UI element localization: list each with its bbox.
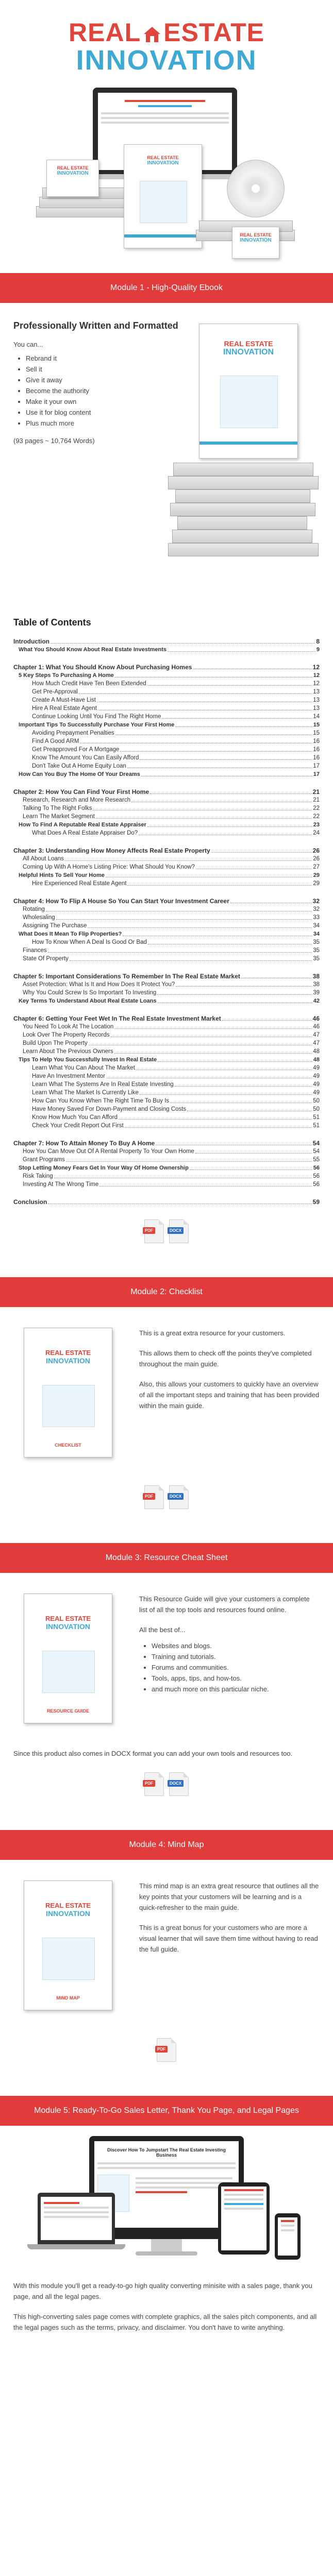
module1-subtitle: Professionally Written and Formatted <box>13 320 178 331</box>
module4-section <box>0 1860 333 2075</box>
toc-entry-page: 48 <box>313 1057 320 1063</box>
toc-entry <box>13 754 320 762</box>
toc-entry-page: 29 <box>313 872 320 878</box>
toc-entry-page: 56 <box>313 1165 320 1171</box>
ebook-cover: REAL ESTATE INNOVATION <box>124 144 202 248</box>
toc-entry <box>13 938 320 946</box>
toc-entry <box>13 1180 320 1189</box>
toc-entry-title: Don't Take Out A Home Equity Loan <box>32 763 126 769</box>
toc-entry <box>13 930 320 938</box>
toc-entry <box>13 905 320 913</box>
small-book: REAL ESTATE INNOVATION <box>46 160 99 197</box>
pdf-file-icon: PDF <box>157 2038 176 2062</box>
toc-list <box>13 637 320 1206</box>
toc-entry <box>13 671 320 680</box>
list-item: • Sell it <box>26 364 320 375</box>
toc-entry-title: Conclusion <box>13 1198 47 1206</box>
list-item: • Make it your own <box>26 396 320 407</box>
toc-entry <box>13 1056 320 1064</box>
toc-entry-title: Tips To Help You Successfully Invest In Real Estate <box>19 1057 157 1063</box>
tablet-mockup <box>218 2182 270 2255</box>
toc-entry-page: 17 <box>313 763 320 769</box>
devices-mockup <box>22 2136 311 2270</box>
toc-entry-title: How To Find A Reputable Real Estate Appraiser <box>19 822 146 828</box>
toc-entry <box>13 745 320 754</box>
toc-entry-page: 42 <box>313 998 320 1004</box>
toc-entry-title: Chapter 4: How To Flip A House So You Can Start Your Investment Career <box>13 897 229 905</box>
toc-entry-page: 34 <box>313 931 320 937</box>
module2-section <box>0 1307 333 1522</box>
toc-entry-title: Build Upon The Property <box>23 1040 88 1046</box>
list-item: • Tools, apps, tips, and how-tos. <box>152 1673 320 1684</box>
toc-entry-title: Hire Experienced Real Estate Agent <box>32 880 127 887</box>
module3-text: This Resource Guide will give your customers a complete list of all the top tools and resources found online. All the best of... • Websites and blogs. • Training and tutorials. • Forums and communities. • Tools, apps, tips, and how-tos. • and much more on this particular niche. <box>139 1594 320 1694</box>
hero <box>0 0 333 273</box>
docx-file-icon: DOCX <box>169 1219 189 1243</box>
resource-guide-cover: REAL ESTATE INNOVATION RESOURCE GUIDE <box>13 1594 122 1738</box>
toc-entry <box>13 721 320 729</box>
toc-entry <box>13 812 320 821</box>
module4-text: This mind map is an extra great resource that outlines all the key points that your customers will be learning and is a quick-refresher to the main guide. This is a great bonus for your customers who are more a visual learner that will save them time without having to read the full guide. <box>139 1882 319 1953</box>
module3-section <box>0 1573 333 1809</box>
toc-entry-page: 56 <box>313 1181 320 1188</box>
toc-entry-title: Asset Protection: What Is It and How Does It Protect You? <box>23 981 175 988</box>
toc-entry-title: Chapter 1: What You Should Know About Purchasing Homes <box>13 664 192 671</box>
toc-entry-title: Learn The Market Segment <box>23 814 95 820</box>
toc-entry-page: 26 <box>312 847 320 854</box>
toc-entry-title: Important Tips To Successfully Purchase Your First Home <box>19 722 175 728</box>
table-of-contents <box>0 617 333 1257</box>
toc-entry <box>13 821 320 829</box>
toc-entry-title: Know The Amount You Can Easily Afford <box>32 755 139 761</box>
toc-entry-title: Helpful Hints To Sell Your Home <box>19 872 105 878</box>
toc-entry-page: 55 <box>313 1157 320 1163</box>
toc-entry-page: 13 <box>313 697 320 703</box>
toc-entry-page: 38 <box>312 973 320 980</box>
toc-entry-title: Introduction <box>13 638 49 645</box>
module5-p2: This high-converting sales page comes with complete graphics, all the sales pitch components, and all the legal pages such as the terms, privacy, and disclaimer. You don't have to write anything. <box>13 2313 317 2331</box>
toc-entry-title: Research, Research and More Research <box>23 797 131 803</box>
pdf-file-icon: PDF <box>144 1219 164 1243</box>
toc-entry-page: 21 <box>313 797 320 803</box>
file-formats <box>13 1219 320 1243</box>
toc-entry-title: Key Terms To Understand About Real Estate Loans <box>19 998 157 1004</box>
toc-entry-page: 34 <box>313 923 320 929</box>
phone-mockup <box>275 2213 301 2260</box>
toc-entry-page: 24 <box>313 830 320 836</box>
toc-entry-title: State Of Property <box>23 956 69 962</box>
toc-entry <box>13 704 320 713</box>
toc-entry-page: 46 <box>312 1015 320 1022</box>
toc-entry-title: Look Over The Property Records <box>23 1032 110 1038</box>
toc-entry-page: 35 <box>313 939 320 945</box>
toc-entry <box>13 989 320 997</box>
toc-entry-title: Have An Investment Mentor <box>32 1073 105 1079</box>
small-book: REAL ESTATE INNOVATION <box>232 227 279 259</box>
toc-entry-page: 46 <box>313 1024 320 1030</box>
toc-entry-title: Learn What The Systems Are In Real Estate Investing <box>32 1081 174 1088</box>
toc-entry-title: Stop Letting Money Fears Get In Your Way Of Home Ownership <box>19 1165 189 1171</box>
toc-entry <box>13 1072 320 1080</box>
toc-entry <box>13 788 320 796</box>
file-formats <box>13 1485 320 1509</box>
toc-entry-page: 13 <box>313 689 320 695</box>
toc-entry-title: All About Loans <box>23 856 64 862</box>
toc-entry-title: Chapter 5: Important Considerations To Remember In The Real Estate Market <box>13 973 240 980</box>
toc-entry-page: 49 <box>313 1090 320 1096</box>
list-item: • Websites and blogs. <box>152 1640 320 1651</box>
toc-entry-page: 22 <box>313 805 320 811</box>
toc-entry <box>13 897 320 905</box>
toc-entry-page: 12 <box>313 681 320 687</box>
toc-entry-page: 15 <box>313 722 320 728</box>
toc-entry-title: Know How Much You Can Afford <box>32 1114 118 1121</box>
module5-banner: Module 5: Ready-To-Go Sales Letter, Thank You Page, and Legal Pages <box>0 2096 333 2126</box>
list-item: • Use it for blog content <box>26 407 320 418</box>
brand-logo <box>0 18 333 76</box>
toc-entry-page: 13 <box>313 705 320 711</box>
toc-entry <box>13 1047 320 1056</box>
toc-entry <box>13 796 320 804</box>
list-item: • Training and tutorials. <box>152 1651 320 1662</box>
toc-entry <box>13 855 320 863</box>
toc-entry <box>13 713 320 721</box>
toc-entry <box>13 762 320 770</box>
toc-entry-page: 49 <box>313 1073 320 1079</box>
toc-entry-title: Learn What You Can About The Market <box>32 1065 135 1071</box>
toc-entry-title: 5 Key Steps To Purchasing A Home <box>19 672 114 679</box>
toc-title: Table of Contents <box>13 617 91 628</box>
screen-heading: Discover How To Jumpstart The Real Estate Investing Business <box>107 2147 226 2158</box>
toc-entry-page: 32 <box>313 906 320 912</box>
toc-entry <box>13 1156 320 1164</box>
toc-entry-page: 35 <box>313 947 320 954</box>
toc-entry-page: 14 <box>313 714 320 720</box>
toc-entry-title: Coming Up With A Home's Listing Price: What Should You Know? <box>23 864 195 870</box>
module2-banner: Module 2: Checklist <box>0 1277 333 1307</box>
toc-entry-page: 9 <box>316 647 320 653</box>
product-bundle-image <box>36 82 294 268</box>
module3-banner: Module 3: Resource Cheat Sheet <box>0 1543 333 1573</box>
toc-entry-page: 29 <box>313 880 320 887</box>
toc-entry-title: What Does It Mean To Flip Properties? <box>19 931 122 937</box>
toc-entry <box>13 688 320 696</box>
toc-entry-page: 35 <box>313 956 320 962</box>
docx-file-icon: DOCX <box>169 1772 189 1796</box>
file-formats <box>13 1772 320 1796</box>
toc-entry-title: What Does A Real Estate Appraiser Do? <box>32 830 138 836</box>
toc-entry-page: 49 <box>313 1081 320 1088</box>
toc-entry-title: Avoiding Prepayment Penalties <box>32 730 114 736</box>
toc-entry-page: 15 <box>313 730 320 736</box>
toc-entry-title: Learn What The Market Is Currently Like <box>32 1090 139 1096</box>
toc-entry-page: 27 <box>313 864 320 870</box>
toc-entry <box>13 1031 320 1039</box>
toc-entry <box>13 1014 320 1023</box>
module1-banner: Module 1 - High-Quality Ebook <box>0 273 333 303</box>
list-item: • Forums and communities. <box>152 1662 320 1673</box>
toc-entry-title: How You Can Move Out Of A Rental Property To Your Own Home <box>23 1148 194 1155</box>
toc-entry-page: 51 <box>313 1114 320 1121</box>
toc-entry <box>13 879 320 888</box>
toc-entry-page: 47 <box>313 1040 320 1046</box>
toc-entry-page: 59 <box>312 1198 320 1206</box>
toc-entry-page: 12 <box>313 672 320 679</box>
toc-entry <box>13 1147 320 1156</box>
toc-entry-title: Chapter 2: How You Can Find Your First Home <box>13 788 149 795</box>
toc-entry-page: 51 <box>313 1123 320 1129</box>
toc-entry <box>13 1122 320 1130</box>
docx-file-icon: DOCX <box>169 1485 189 1509</box>
mind-map-cover: REAL ESTATE INNOVATION MIND MAP <box>13 1880 122 2025</box>
toc-entry <box>13 1105 320 1113</box>
toc-entry <box>13 737 320 745</box>
toc-entry-title: Investing At The Wrong Time <box>23 1181 99 1188</box>
toc-entry <box>13 913 320 922</box>
toc-entry-title: Finances <box>23 947 47 954</box>
toc-entry <box>13 1089 320 1097</box>
toc-entry-page: 16 <box>313 747 320 753</box>
toc-entry <box>13 997 320 1005</box>
toc-entry-page: 12 <box>312 664 320 671</box>
toc-entry-title: What You Should Know About Real Estate Investments <box>19 647 167 653</box>
toc-entry-title: Continue Looking Until You Find The Right Home <box>32 714 161 720</box>
checklist-cover: REAL ESTATE INNOVATION CHECKLIST <box>13 1328 122 1472</box>
toc-entry-title: You Need To Look At The Location <box>23 1024 114 1030</box>
toc-entry-page: 39 <box>313 990 320 996</box>
module2-text: This is a great extra resource for your customers. This allows them to check off the points they've completed throughout the main guide. Also, this allows your customers to quickly have an overview of all the important steps and training that has been provided within the main guide. <box>139 1329 320 1410</box>
pdf-file-icon: PDF <box>144 1772 164 1796</box>
module1-intro: You can... <box>13 341 43 348</box>
toc-entry <box>13 972 320 980</box>
list-item: • Give it away <box>26 375 320 385</box>
toc-entry-title: Get Pre-Approval <box>32 689 78 695</box>
toc-entry <box>13 1139 320 1147</box>
toc-entry-page: 54 <box>313 1148 320 1155</box>
disc-mockup <box>227 160 285 217</box>
toc-entry-page: 8 <box>316 638 320 645</box>
toc-entry <box>13 922 320 930</box>
list-item: • Plus much more <box>26 418 320 429</box>
toc-entry-title: Assigning The Purchase <box>23 923 87 929</box>
toc-entry-title: Learn About The Previous Owners <box>23 1048 113 1055</box>
toc-entry <box>13 1164 320 1172</box>
toc-entry <box>13 871 320 879</box>
toc-entry-page: 16 <box>313 755 320 761</box>
ebook-stack-image: REAL ESTATE INNOVATION <box>168 324 323 571</box>
laptop-mockup <box>38 2193 115 2244</box>
toc-entry-page: 17 <box>313 771 320 777</box>
toc-entry <box>13 1023 320 1031</box>
module3-note: Since this product also comes in DOCX format you can add your own tools and resources too. <box>13 1750 293 1757</box>
toc-entry-title: Find A Good ARM <box>32 738 79 744</box>
toc-entry-title: Grant Programs <box>23 1157 65 1163</box>
toc-entry <box>13 829 320 837</box>
pdf-file-icon: PDF <box>144 1485 164 1509</box>
toc-entry <box>13 1080 320 1089</box>
toc-entry-page: 23 <box>313 822 320 828</box>
toc-entry-title: How To Know When A Deal Is Good Or Bad <box>32 939 147 945</box>
toc-entry <box>13 1097 320 1105</box>
logo-line2: INNOVATION <box>76 45 257 76</box>
toc-entry-title: Get Preapproved For A Mortgage <box>32 747 120 753</box>
module5-p1: With this module you'll get a ready-to-go high quality converting minisite with a sales page, thank you page, and all the legal pages. <box>13 2282 312 2300</box>
toc-entry <box>13 729 320 737</box>
logo-word-estate: ESTATE <box>163 18 264 47</box>
module4-banner: Module 4: Mind Map <box>0 1830 333 1860</box>
toc-entry-page: 48 <box>313 1048 320 1055</box>
toc-entry-page: 22 <box>313 814 320 820</box>
toc-entry <box>13 846 320 855</box>
house-icon <box>143 26 161 43</box>
toc-entry-page: 50 <box>313 1098 320 1104</box>
toc-entry-title: How Can You Buy The Home Of Your Dreams <box>19 771 140 777</box>
toc-entry-page: 56 <box>313 1173 320 1179</box>
toc-entry-title: Why You Could Screw Is So Important To Investing <box>23 990 157 996</box>
toc-entry <box>13 1064 320 1072</box>
toc-entry-title: Rotating <box>23 906 45 912</box>
page-count: (93 pages ~ 10,764 Words) <box>13 437 95 445</box>
logo-word-real: REAL <box>69 18 141 47</box>
toc-entry-title: Have Money Saved For Down-Payment and Closing Costs <box>32 1106 187 1112</box>
toc-entry-title: Check Your Credit Report Out First <box>32 1123 124 1129</box>
toc-entry-page: 16 <box>313 738 320 744</box>
toc-entry <box>13 1113 320 1122</box>
toc-entry-title: Wholesaling <box>23 914 55 921</box>
toc-entry-title: Chapter 6: Getting Your Feet Wet In The Real Estate Investment Market <box>13 1015 221 1022</box>
toc-entry-title: Chapter 3: Understanding How Money Affects Real Estate Property <box>13 847 210 854</box>
toc-entry-page: 26 <box>313 856 320 862</box>
toc-entry <box>13 804 320 812</box>
toc-entry-page: 33 <box>313 914 320 921</box>
toc-entry <box>13 1198 320 1206</box>
toc-entry <box>13 637 320 646</box>
toc-entry <box>13 646 320 654</box>
toc-entry <box>13 955 320 963</box>
toc-entry <box>13 946 320 955</box>
toc-entry-page: 47 <box>313 1032 320 1038</box>
toc-entry-title: Talking To The Right Folks <box>23 805 92 811</box>
toc-entry-title: Chapter 7: How To Attain Money To Buy A Home <box>13 1140 155 1147</box>
module5-section <box>0 2126 333 2352</box>
toc-entry <box>13 863 320 871</box>
toc-entry-page: 21 <box>312 788 320 795</box>
toc-entry <box>13 1172 320 1180</box>
toc-entry-title: Risk Taking <box>23 1173 53 1179</box>
toc-entry-page: 54 <box>312 1140 320 1147</box>
toc-entry <box>13 1039 320 1047</box>
toc-entry-title: Create A Must-Have List <box>32 697 96 703</box>
list-item: • and much more on this particular niche. <box>152 1684 320 1694</box>
toc-entry-page: 50 <box>313 1106 320 1112</box>
toc-entry-title: Hire A Real Estate Agent <box>32 705 97 711</box>
toc-entry <box>13 980 320 989</box>
toc-entry <box>13 770 320 778</box>
toc-entry-title: How Much Credit Have Ten Been Extended <box>32 681 146 687</box>
list-item: • Rebrand it <box>26 353 320 364</box>
toc-entry-page: 38 <box>313 981 320 988</box>
toc-entry <box>13 680 320 688</box>
list-item: • Become the authority <box>26 385 320 396</box>
toc-entry <box>13 663 320 671</box>
toc-entry-page: 32 <box>312 897 320 905</box>
file-formats <box>13 2038 320 2062</box>
toc-entry-title: How Can You Know When The Right Time To Buy Is <box>32 1098 170 1104</box>
toc-entry-page: 49 <box>313 1065 320 1071</box>
module1-section <box>0 303 333 612</box>
toc-entry <box>13 696 320 704</box>
